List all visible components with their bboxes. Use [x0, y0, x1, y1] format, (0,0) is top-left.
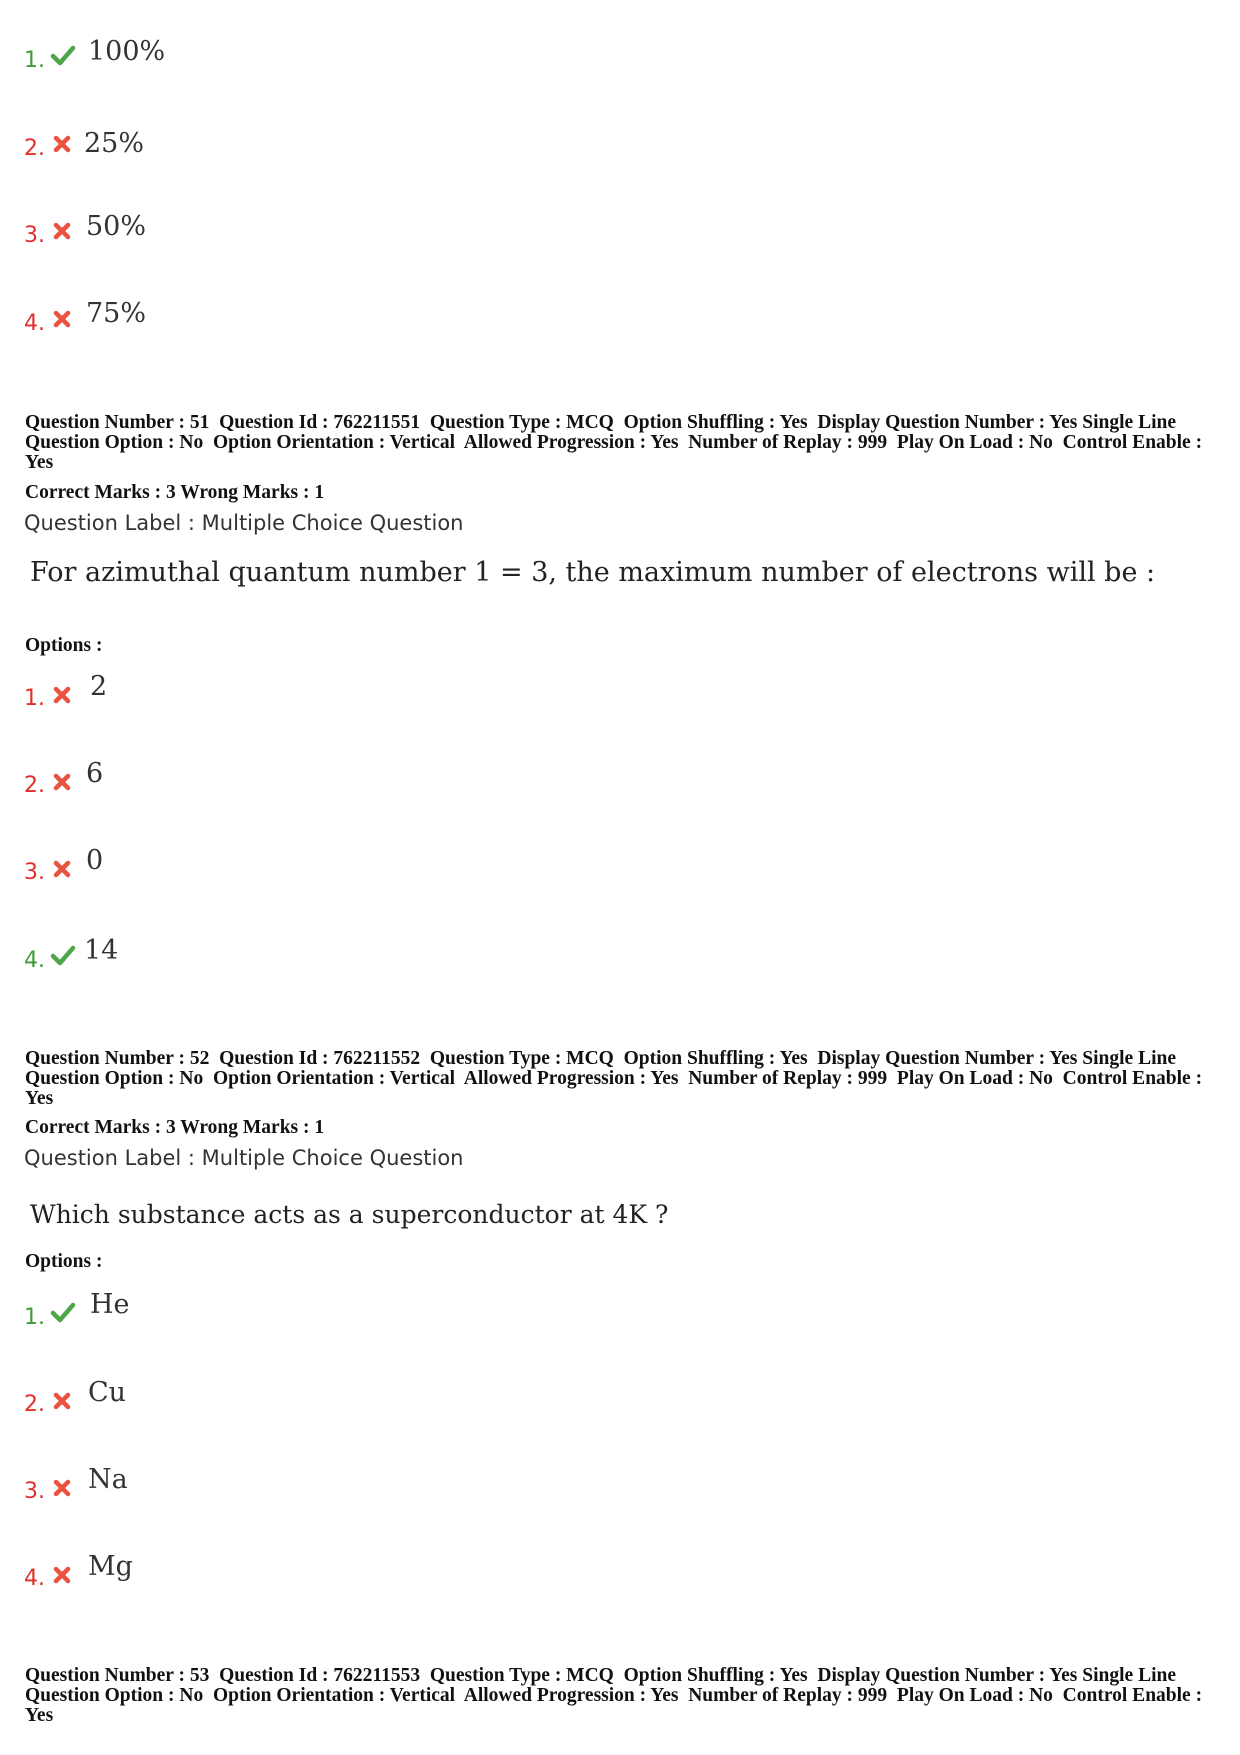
- option-number: 1.: [24, 1305, 45, 1330]
- option-number: 4.: [24, 1566, 45, 1591]
- option-text: 2: [90, 671, 108, 702]
- option-number: 2.: [24, 136, 45, 161]
- check-icon: [50, 942, 76, 968]
- cross-icon: [51, 133, 73, 155]
- option-number: 2.: [24, 1392, 45, 1417]
- option-text: 6: [86, 758, 104, 789]
- cross-icon: [51, 858, 73, 880]
- option-text: He: [90, 1289, 130, 1320]
- cross-icon: [51, 771, 73, 793]
- cross-icon: [51, 1564, 73, 1586]
- cross-icon: [51, 308, 73, 330]
- option-number: 3.: [24, 1479, 45, 1504]
- option-text: Cu: [88, 1377, 127, 1408]
- cross-icon: [51, 1477, 73, 1499]
- option-text: 100%: [88, 36, 166, 67]
- question-meta: Question Number : 53 Question Id : 762211553 Question Type : MCQ Option Shuffling : Yes Display Question Number : Yes Single Line Question Option : No Option Orientation : Vertical Allowed Progression : Yes Number of Replay : 999 Play On Load : No Control Enable : Yes: [25, 1665, 1207, 1726]
- cross-icon: [51, 684, 73, 706]
- question-meta: Question Number : 51 Question Id : 762211551 Question Type : MCQ Option Shuffling : Yes Display Question Number : Yes Single Line Question Option : No Option Orientation : Vertical Allowed Progression : Yes Number of Replay : 999 Play On Load : No Control Enable : Yes: [25, 412, 1207, 473]
- option-number: 1.: [24, 686, 45, 711]
- question-marks: Correct Marks : 3 Wrong Marks : 1: [25, 482, 325, 503]
- option-text: 14: [84, 935, 119, 966]
- question-text: For azimuthal quantum number 1 = 3, the maximum number of electrons will be :: [30, 557, 1156, 588]
- option-number: 3.: [24, 860, 45, 885]
- check-icon: [50, 42, 76, 68]
- question-text: Which substance acts as a superconductor at 4K ?: [30, 1200, 669, 1229]
- option-number: 4.: [24, 948, 45, 973]
- option-text: 50%: [86, 211, 147, 242]
- option-text: 0: [86, 845, 104, 876]
- option-text: Mg: [88, 1551, 133, 1582]
- options-label: Options :: [25, 1251, 103, 1272]
- question-label: Question Label : Multiple Choice Question: [24, 1146, 464, 1170]
- option-text: 75%: [86, 298, 147, 329]
- question-meta: Question Number : 52 Question Id : 762211552 Question Type : MCQ Option Shuffling : Yes Display Question Number : Yes Single Line Question Option : No Option Orientation : Vertical Allowed Progression : Yes Number of Replay : 999 Play On Load : No Control Enable : Yes: [25, 1048, 1207, 1109]
- option-number: 3.: [24, 223, 45, 248]
- cross-icon: [51, 1390, 73, 1412]
- option-number: 4.: [24, 311, 45, 336]
- option-number: 2.: [24, 773, 45, 798]
- question-label: Question Label : Multiple Choice Question: [24, 511, 464, 535]
- question-marks: Correct Marks : 3 Wrong Marks : 1: [25, 1117, 325, 1138]
- cross-icon: [51, 220, 73, 242]
- option-number: 1.: [24, 48, 45, 73]
- option-text: Na: [88, 1464, 128, 1495]
- check-icon: [50, 1299, 76, 1325]
- options-label: Options :: [25, 635, 103, 656]
- option-text: 25%: [84, 128, 145, 159]
